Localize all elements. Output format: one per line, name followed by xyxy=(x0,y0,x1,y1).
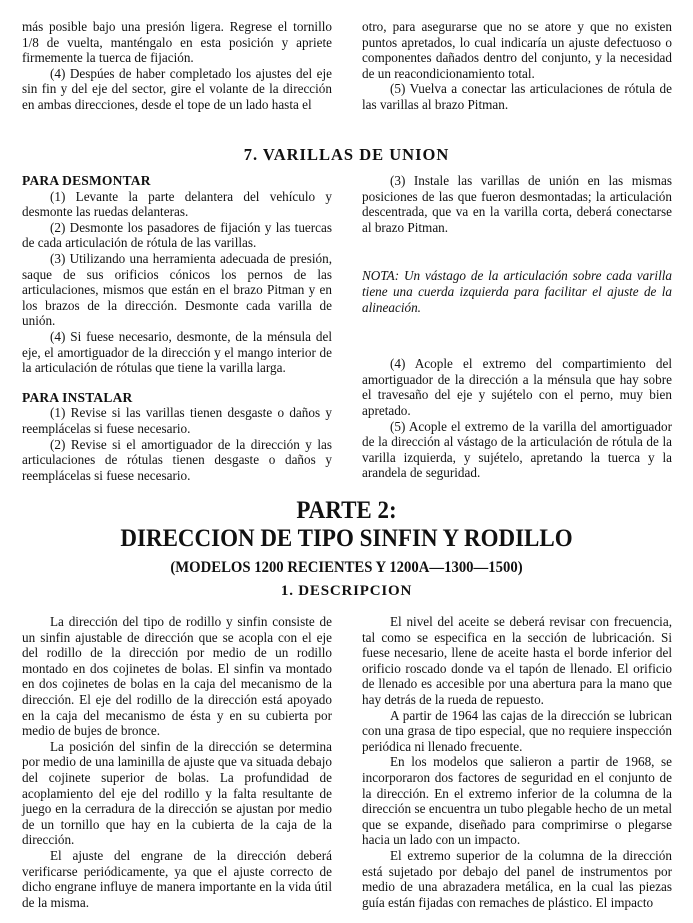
models-line: (MODELOS 1200 RECIENTES Y 1200A—1300—1500) xyxy=(170,559,523,576)
list-item: (4) Acople el extremo del compartimiento del amortiguador de la dirección a la ménsula que hay sobre el travesaño del eje y sujételo con el perno, muy bien apretado. xyxy=(362,356,672,418)
list-item: (4) Si fuese necesario, desmonte, de la ménsula del eje, el amortiguador de la dirección y el mango interior de la articulación de rótulas que tiene la varilla larga. xyxy=(22,328,332,376)
section-title: 7. VARILLAS DE UNION xyxy=(243,145,450,164)
list-item: (1) Levante la parte delantera del vehículo y desmonte las ruedas delanteras. xyxy=(22,188,332,220)
paragraph: otro, para asegurarse que no se atore y que no existen puntos apretados, lo cual indicaría un ajuste defectuoso o componentes dañados dentro del conjunto, y la necesidad de un reacondicionamiento total. xyxy=(362,19,672,81)
list-item: (2) Revise si el amortiguador de la dirección y las articulaciones de rótulas tienen desgaste o daños y reemplácelas si fuese necesario. xyxy=(22,436,332,483)
paragraph: (5) Vuelva a conectar las articulaciones de rótula de las varillas al brazo Pitman. xyxy=(362,81,672,112)
list-item: (1) Revise si las varillas tienen desgaste o daños y reemplácelas si fuese necesario. xyxy=(22,405,332,436)
subheading-desmontar: PARA DESMONTAR xyxy=(22,173,151,188)
list-item: (2) Desmonte los pasadores de fijación y las tuercas de cada articulación de rótula de las varillas. xyxy=(22,219,332,251)
section7-right-column xyxy=(362,173,672,481)
paragraph: A partir de 1964 las cajas de la dirección se lubrican con una grasa de tipo especial, que no requiere inspección periódica ni llenado frecuente. xyxy=(362,707,672,754)
descripcion-left-column xyxy=(22,614,332,910)
paragraph: La posición del sinfin de la dirección se determina por medio de una laminilla de ajuste que va situada debajo del cojinete superior de bolas. La profundidad de acoplamiento del eje del rodillo y la falta resultante de juego en la cerradura de la dirección se ajustan por medio de un tornillo que hay en la cubierta de la caja de la dirección. xyxy=(22,738,332,848)
descripcion-right-column xyxy=(362,614,672,910)
list-item: (3) Instale las varillas de unión en las mismas posiciones de las que fueron desmontadas; la articulación descentrada, que va en la varilla corta, deberá conectarse al brazo Pitman. xyxy=(362,173,672,235)
top-left-column xyxy=(22,19,332,113)
part-title: PARTE 2: xyxy=(296,497,397,524)
paragraph: En los modelos que salieron a partir de 1968, se incorporaron dos factores de seguridad en el conjunto de la dirección. En el extremo inferior de la columna de la dirección se encuentra un tubo plegable hecho de un metal que se expande, diseñado para comprimirse o plegarse hacia un lado con un impacto. xyxy=(362,754,672,848)
paragraph: El extremo superior de la columna de la dirección está sujetado por debajo del panel de instrumentos por medio de una abrazadera metálica, en la cual las piezas guía están fijadas con remaches de plástico. El impacto xyxy=(362,847,672,910)
top-right-column xyxy=(362,19,672,113)
part-subtitle: DIRECCION DE TIPO SINFIN Y RODILLO xyxy=(120,525,573,552)
section-title: 1. DESCRIPCION xyxy=(280,583,413,599)
list-item: (5) Acople el extremo de la varilla del amortiguador de la dirección al vástago de la articulación de rótula de la varilla izquierda, y sujételo, apretando la tuerca y la arandela de seguridad. xyxy=(362,418,672,481)
section7-left-column xyxy=(22,173,332,483)
paragraph: El nivel del aceite se deberá revisar con frecuencia, tal como se especifica en la sección de lubricación. Si fuese necesario, llene de aceite hasta el borde inferior del orificio roscado donde va el tapón de llenado. El orificio de llenado es accesible por una abertura para la mano que hay detrás de la rueda de repuesto. xyxy=(362,614,672,707)
paragraph: La dirección del tipo de rodillo y sinfin consiste de un sinfin ajustable de dirección que se acopla con el eje del rodillo de la dirección por medio de un rodillo montado en dos cojinetes de bolas. El sinfin va montado en dos cojinetes de bolas en la caja del mecanismo de la dirección. El eje del rodillo de la dirección está apoyado en la caja del mecanismo de ésta y en su cubierta por medio de bujes de bronce. xyxy=(22,614,332,739)
paragraph: más posible bajo una presión ligera. Regrese el tornillo 1/8 de vuelta, manténgalo en esta posición y apriete firmemente la tuerca de fijación. xyxy=(22,19,332,66)
paragraph: El ajuste del engrane de la dirección deberá verificarse periódicamente, ya que el ajuste correcto de dicho engrane influye de manera importante en la vida útil de la misma. xyxy=(22,847,332,910)
subheading-instalar: PARA INSTALAR xyxy=(22,389,133,405)
paragraph: (4) Despúes de haber completado los ajustes del eje sin fin y del eje del sector, gire el volante de la dirección en ambas direcciones, desde el tope de un lado hasta el xyxy=(22,65,332,112)
note: NOTA: Un vástago de la articulación sobre cada varilla tiene una cuerda izquierda para facilitar el ajuste de la alineación. xyxy=(362,268,672,315)
list-item: (3) Utilizando una herramienta adecuada de presión, saque de sus orificios cónicos los pernos de las articulaciones, mismos que están en el brazo Pitman y en los brazos de la dirección. Desmonte cada varilla de unión. xyxy=(22,250,332,329)
